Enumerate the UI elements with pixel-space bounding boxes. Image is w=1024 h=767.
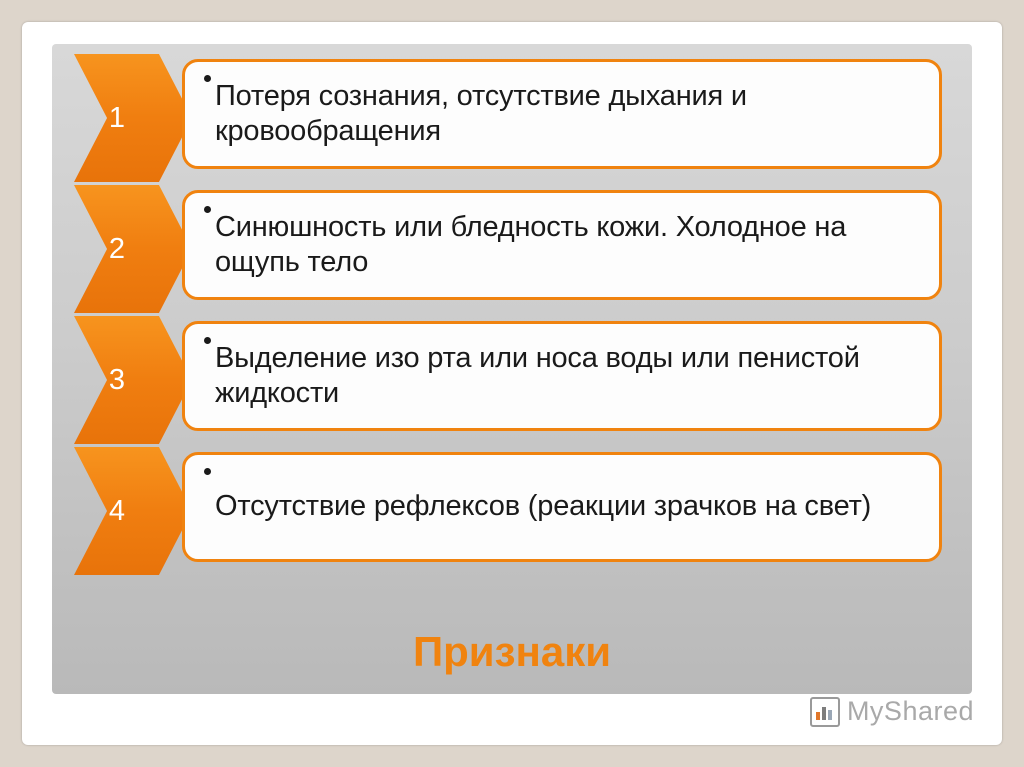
- list-item: [52, 316, 972, 447]
- item-box: [182, 59, 942, 169]
- chart-logo-icon: [810, 697, 840, 727]
- item-box: [182, 452, 942, 562]
- item-number: 1: [108, 101, 126, 134]
- slide: [22, 22, 1002, 745]
- bullet-icon: [199, 197, 215, 213]
- list-item: [52, 54, 972, 185]
- bullet-icon: [199, 328, 215, 344]
- chevron-icon: [74, 185, 192, 313]
- item-text: Синюшность или бледность кожи. Холодное на ощупь тело: [215, 210, 847, 278]
- chevron-list: [52, 54, 972, 578]
- content-panel: [52, 44, 972, 694]
- chevron-icon: [74, 54, 192, 182]
- list-item: [52, 185, 972, 316]
- myshared-watermark: [810, 696, 974, 727]
- item-text: Выделение изо рта или носа воды или пенистой жидкости: [215, 341, 860, 409]
- page-title: [52, 628, 972, 676]
- item-number: 3: [108, 363, 126, 396]
- bullet-icon: [199, 66, 215, 82]
- item-text: Отсутствие рефлексов (реакции зрачков на свет): [215, 490, 872, 523]
- page-title-text: Признаки: [412, 628, 612, 675]
- item-number: 2: [108, 232, 126, 265]
- list-item: [52, 447, 972, 578]
- item-box: [182, 321, 942, 431]
- watermark-label: MyShared: [846, 696, 974, 726]
- item-number: 4: [108, 494, 126, 527]
- item-box: [182, 190, 942, 300]
- chevron-icon: [74, 316, 192, 444]
- item-text: Потеря сознания, отсутствие дыхания и кровообращения: [215, 79, 747, 147]
- chevron-icon: [74, 447, 192, 575]
- bullet-icon: [199, 459, 215, 475]
